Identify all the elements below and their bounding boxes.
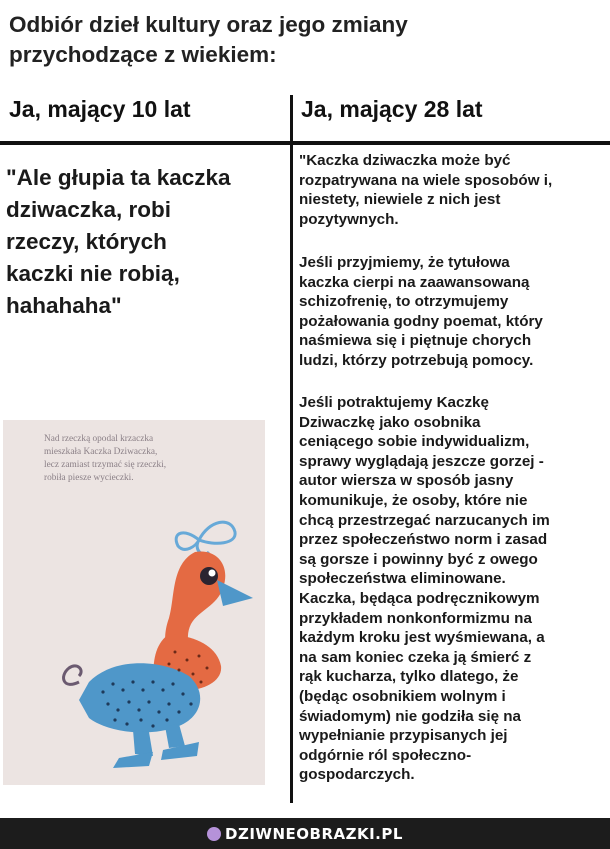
page-title: [9, 10, 599, 70]
analysis-line: na sam koniec czeka ją śmierć z: [299, 648, 532, 666]
ribbon-bow: [176, 522, 235, 554]
analysis-line: przykładem nonkonformizmu na: [299, 609, 532, 627]
quote-line: kaczki nie robią,: [6, 261, 180, 286]
analysis-line: komunikuje, że osoby, które nie: [299, 491, 528, 509]
poem-line: Nad rzeczką opodal krzaczka: [44, 434, 154, 444]
duck-beak: [217, 580, 253, 606]
analysis-line: świadomym) nie godziła się na: [299, 707, 521, 725]
analysis-line: odgórnie ról społeczno-: [299, 746, 472, 764]
analysis-line: kaczka cierpi na zaawansowaną: [299, 273, 530, 291]
analysis-line: rozpatrywana na wiele sposobów i,: [299, 171, 553, 189]
analysis-line: schizofrenię, to otrzymujemy: [299, 293, 509, 311]
analysis-line: autor wiersza w sposób jasny: [299, 472, 514, 490]
analysis-line: każdym kroku jest wyśmiewana, a: [299, 629, 545, 647]
horizontal-divider: [0, 141, 610, 145]
duck-eye-highlight: [209, 570, 216, 577]
title-line-1: Odbiór dzieł kultury oraz jego zmiany: [9, 12, 408, 37]
analysis-line: ceniącego sobie indywidualizm,: [299, 433, 530, 451]
analysis-line: naśmiewa się i piętnuje chorych: [299, 332, 532, 350]
book-poem-text: [44, 433, 259, 485]
left-column-header: Ja, mający 10 lat: [9, 96, 191, 122]
analysis-line: są gorsze i powinny być z owego: [299, 550, 538, 568]
book-page-illustration: [3, 420, 265, 785]
quote-line: hahahaha": [6, 293, 122, 318]
left-quote: [6, 162, 286, 322]
analysis-line: społeczeństwa eliminowane.: [299, 570, 506, 588]
analysis-paragraph-3: [299, 393, 604, 785]
poem-line: mieszkała Kaczka Dziwaczka,: [44, 447, 158, 457]
analysis-line: Kaczka, będąca podręcznikowym: [299, 589, 540, 607]
site-name: DZIWNEOBRAZKI.PL: [225, 825, 403, 843]
duck-tail: [64, 666, 82, 685]
analysis-paragraph-1: [299, 151, 604, 229]
quote-line: dziwaczka, robi: [6, 197, 172, 222]
quote-line: "Ale głupia ta kaczka: [6, 165, 231, 190]
analysis-paragraph-2: [299, 253, 604, 371]
analysis-line: "Kaczka dziwaczka może być: [299, 152, 511, 169]
analysis-line: Jeśli przyjmiemy, że tytułowa: [299, 254, 510, 271]
analysis-line: niestety, niewiele z nich jest: [299, 191, 501, 209]
poem-line: lecz zamiast trzymać się rzeczki,: [44, 460, 167, 470]
analysis-line: (będąc osobnikiem wolnym i: [299, 687, 506, 705]
analysis-line: sprawy wyglądają jeszcze gorzej -: [299, 452, 544, 470]
footer-bar: [0, 818, 610, 849]
analysis-line: pozytywnych.: [299, 210, 399, 228]
analysis-line: wypełnianie przypisanych jej: [299, 727, 508, 745]
analysis-line: pożałowania godny poemat, który: [299, 312, 543, 330]
poem-line: robiła piesze wycieczki.: [44, 473, 134, 483]
quote-line: rzeczy, których: [6, 229, 167, 254]
analysis-line: przez społeczeństwo norm i zasad: [299, 531, 548, 549]
vertical-divider: [290, 95, 293, 803]
site-logo-icon: [207, 827, 221, 841]
right-column-header: Ja, mający 28 lat: [301, 96, 483, 122]
analysis-line: chcą przestrzegać narzucanych im: [299, 511, 550, 529]
duck-eye: [200, 567, 218, 585]
analysis-line: rąk kucharza, tylko dlatego, że: [299, 668, 519, 686]
analysis-line: Dziwaczkę jako osobnika: [299, 413, 481, 431]
duck-body: [79, 663, 200, 732]
title-line-2: przychodzące z wiekiem:: [9, 42, 277, 67]
analysis-line: gospodarczych.: [299, 766, 415, 784]
analysis-line: ludzi, którzy potrzebują pomocy.: [299, 351, 534, 369]
site-link[interactable]: [207, 824, 403, 844]
analysis-line: Jeśli potraktujemy Kaczkę: [299, 394, 489, 411]
